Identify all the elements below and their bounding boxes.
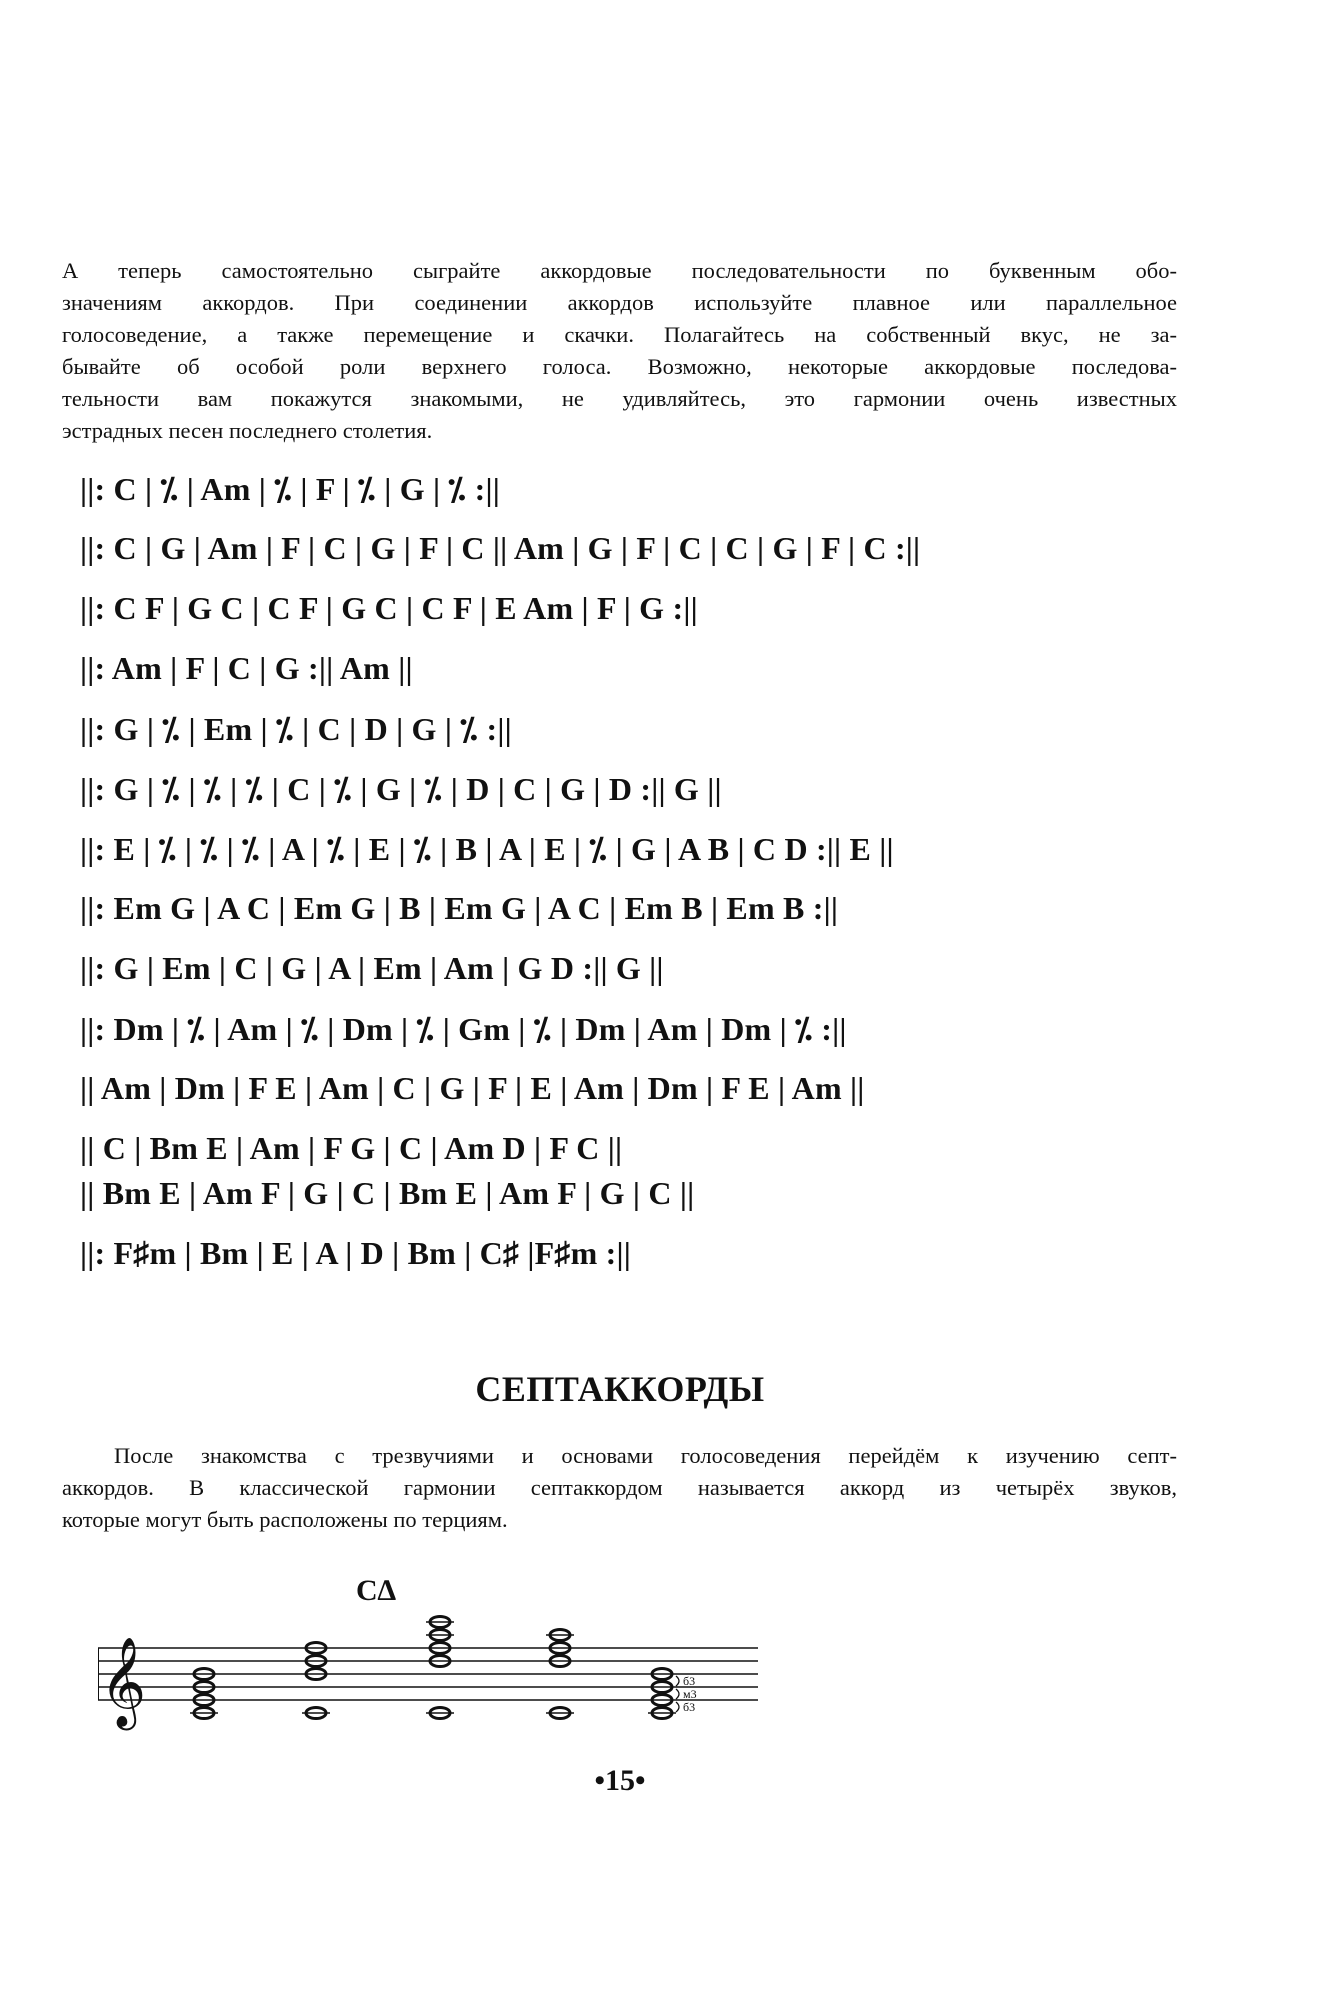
paragraph-line: аккордов. В классической гармонии септаккордом называется аккорд из четырёх звуков, [62, 1475, 1177, 1500]
progression-6: ||: G | ⁒ | ⁒ | ⁒ | C | ⁒ | G | ⁒ | D | C | G | D :|| G || [80, 771, 722, 807]
interval-label: м3 [683, 1687, 697, 1701]
intro-line: голосоведение, а также перемещение и скачки. Полагайтесь на собственный вкус, не за- [62, 322, 1177, 347]
progression-9: ||: G | Em | C | G | A | Em | Am | G D :|| G || [80, 950, 664, 986]
progression-13: ||: F♯m | Bm | E | A | D | Bm | C♯ |F♯m :|| [80, 1235, 631, 1271]
interval-brackets [676, 1676, 679, 1712]
progression-10: ||: Dm | ⁒ | Am | ⁒ | Dm | ⁒ | Gm | ⁒ | Dm | Am | Dm | ⁒ :|| [80, 1011, 847, 1047]
interval-label: б3 [683, 1674, 696, 1688]
intro-line: бывайте об особой роли верхнего голоса. Возможно, некоторые аккордовые последова- [62, 354, 1177, 379]
chord-label: C∆ [356, 1574, 397, 1607]
chord-3 [426, 1617, 454, 1719]
paragraph-line: которые могут быть расположены по терциям. [62, 1507, 508, 1532]
interval-label: б3 [683, 1700, 696, 1714]
progression-5: ||: G | ⁒ | Em | ⁒ | C | D | G | ⁒ :|| [80, 711, 512, 747]
page-number: •15• [594, 1764, 646, 1797]
progression-7: ||: E | ⁒ | ⁒ | ⁒ | A | ⁒ | E | ⁒ | B | A | E | ⁒ | G | A B | C D :|| E || [80, 831, 894, 867]
music-staff [98, 1608, 758, 1738]
intro-line: значениям аккордов. При соединении аккордов используйте плавное или параллельное [62, 290, 1177, 315]
chord-1 [190, 1669, 218, 1719]
intro-paragraph [62, 255, 1177, 447]
progression-4: ||: Am | F | C | G :|| Am || [80, 650, 413, 686]
progression-3: ||: C F | G C | C F | G C | C F | E Am | F | G :|| [80, 590, 698, 626]
paragraph-line: После знакомства с трезвучиями и основами голосоведения перейдём к изучению септ- [114, 1443, 1177, 1468]
progression-12b: || Bm E | Am F | G | C | Bm E | Am F | G | C || [80, 1175, 695, 1211]
section-paragraph [62, 1440, 1177, 1536]
intro-line: тельности вам покажутся знакомыми, не удивляйтесь, это гармонии очень известных [62, 386, 1177, 411]
progression-12a: || C | Bm E | Am | F G | C | Am D | F C || [80, 1130, 623, 1166]
progression-8: ||: Em G | A C | Em G | B | Em G | A C | Em B | Em B :|| [80, 890, 839, 926]
section-title: СЕПТАККОРДЫ [475, 1369, 765, 1409]
chord-2 [302, 1643, 330, 1719]
chord-5 [648, 1669, 676, 1719]
progression-11: || Am | Dm | F E | Am | C | G | F | E | Am | Dm | F E | Am || [80, 1070, 865, 1106]
progression-1: ||: C | ⁒ | Am | ⁒ | F | ⁒ | G | ⁒ :|| [80, 471, 500, 507]
treble-clef-icon: 𝄞 [100, 1637, 147, 1727]
intro-line: А теперь самостоятельно сыграйте аккордовые последовательности по буквенным обо- [62, 258, 1177, 283]
intro-line: эстрадных песен последнего столетия. [62, 418, 433, 443]
progression-2: ||: C | G | Am | F | C | G | F | C || Am | G | F | C | C | G | F | C :|| [80, 530, 921, 566]
